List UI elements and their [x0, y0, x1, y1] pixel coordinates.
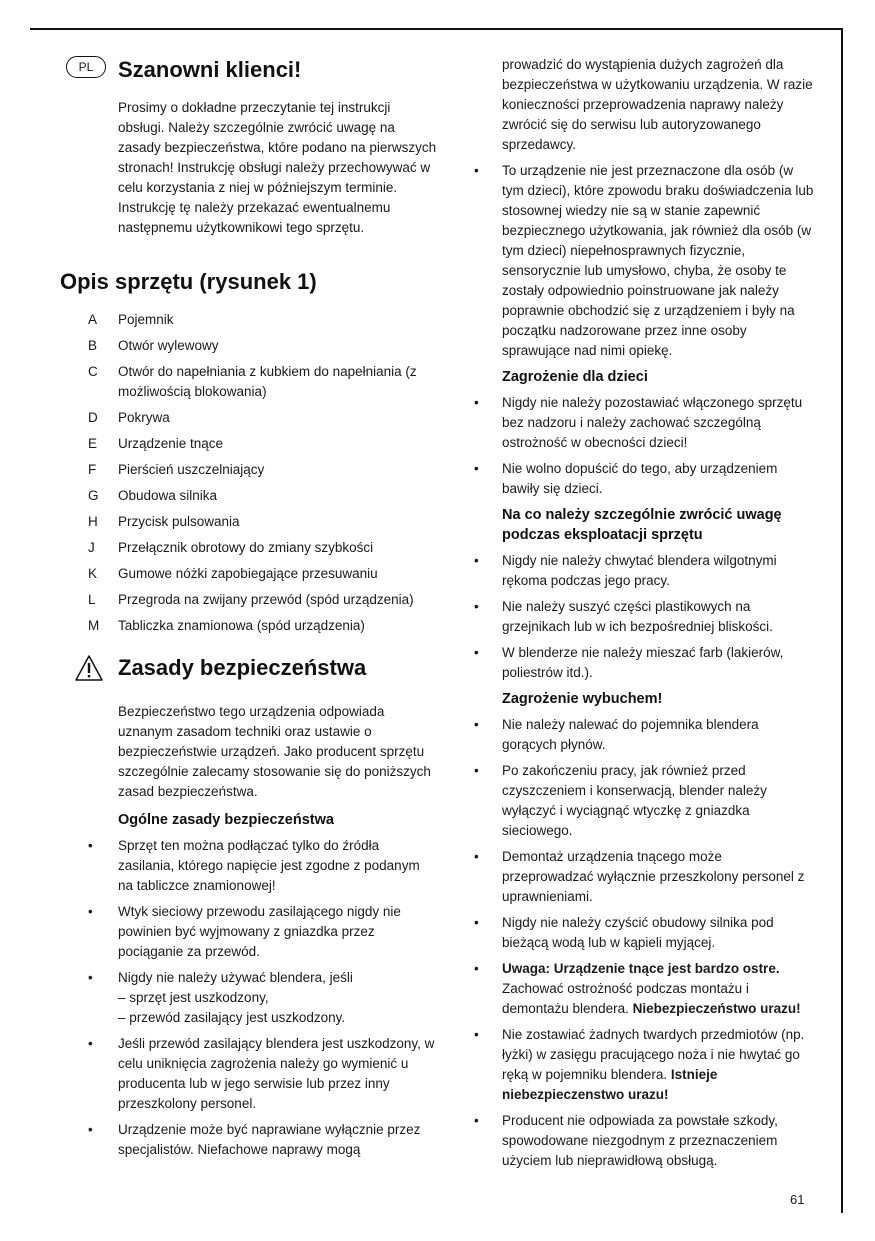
part-item: B Otwór wylewowy: [88, 338, 219, 353]
safety-header: [60, 652, 438, 688]
description-title: Opis sprzętu (rysunek 1): [60, 269, 317, 294]
list-item: • Producent nie odpowiada za powstałe szkody, spowodowane niezgodnym z przeznaczeniem użyciem lub nieprawidłową obsługą.: [474, 1113, 778, 1168]
list-item: • Nie zostawiać żadnych twardych przedmiotów (np. łyżki) w zasięgu pracującego noża i nie hwytać go ręką w pojemniku blendera. Istnieje niebezpieczenstwo urazu!: [474, 1027, 805, 1102]
part-item: M Tabliczka znamionowa (spód urządzenia): [88, 618, 365, 633]
explosion-list: [470, 715, 815, 1171]
list-item: • Nigdy nie należy chwytać blendera wilgotnymi rękoma podczas jego pracy.: [474, 553, 777, 588]
part-item: E Urządzenie tnące: [88, 436, 224, 451]
right-column: [470, 55, 815, 1177]
list-item: • Nigdy nie należy używać blendera, jeśli – sprzęt jest uszkodzony, – przewód zasilający jest uszkodzony.: [88, 970, 353, 1025]
part-item: L Przegroda na zwijany przewód (spód urządzenia): [88, 592, 414, 607]
greeting-text: Prosimy o dokładne przeczytanie tej instrukcji obsługi. Należy szczególnie zwrócić uwagę na zasady bezpieczeństwa, które podano na pierwszych stronach! Instrukcję obsługi należy przechowywać w celu korzystania z niej w późniejszym terminie. Instrukcję tę należy przekazać ewentualnemu następnemu użytkownikowi tego sprzętu.: [118, 100, 437, 235]
list-item: • Nigdy nie należy czyścić obudowy silnika pod bieżącą wodą lub w kąpieli myjącej.: [474, 915, 774, 950]
part-item: C Otwór do napełniania z kubkiem do napełniania (z możliwością blokowania): [88, 364, 417, 399]
children-list: [470, 393, 815, 499]
list-item: • Wtyk sieciowy przewodu zasilającego nigdy nie powinien być wyjmowany z gniazdka przez pociąganie za przewód.: [88, 904, 401, 959]
greeting-header: [60, 50, 438, 90]
left-column: [60, 50, 438, 1166]
operation-list: [470, 551, 815, 683]
persons-list: [470, 161, 815, 361]
list-item: • Po zakończeniu pracy, jak również przed czyszczeniem i konserwacją, blender należy wyłączyć i wyciągnąć wtyczkę z gniazdka sieciowego.: [474, 763, 767, 838]
greeting-title: Szanowni klienci!: [118, 57, 302, 82]
list-item: • Sprzęt ten można podłączać tylko do źródła zasilania, którego napięcie jest zgodne z podanym na tabliczce znamionowej!: [88, 838, 420, 893]
language-badge: PL: [66, 56, 106, 78]
part-item: A Pojemnik: [88, 312, 174, 327]
list-item: • Uwaga: Urządzenie tnące jest bardzo ostre. Zachować ostrożność podczas montażu i demontażu blendera. Niebezpieczeństwo urazu!: [474, 961, 801, 1016]
general-rules-title: Ogólne zasady bezpieczeństwa: [118, 812, 334, 828]
part-item: D Pokrywa: [88, 410, 170, 425]
children-title: Zagrożenie dla dzieci: [502, 369, 648, 385]
general-rules-list: [60, 836, 438, 1160]
part-item: K Gumowe nóżki zapobiegające przesuwaniu: [88, 566, 378, 581]
list-item: • Urządzenie może być naprawiane wyłącznie przez specjalistów. Niefachowe naprawy mogą: [88, 1122, 421, 1157]
explosion-title: Zagrożenie wybuchem!: [502, 691, 663, 707]
part-item: F Pierścień uszczelniający: [88, 462, 265, 477]
part-item: G Obudowa silnika: [88, 488, 218, 503]
top-rule: [30, 28, 843, 30]
parts-list: [60, 310, 438, 636]
list-item: • Nie wolno dopuścić do tego, aby urządzeniem bawiły się dzieci.: [474, 461, 778, 496]
repair-continued: prowadzić do wystąpienia dużych zagrożeń dla bezpieczeństwa w użytkowaniu urządzenia. W razie konieczności przeprowadzenia naprawy należy zwrócić się do serwisu lub autoryzowanego sprzedawcy.: [502, 57, 813, 152]
list-item: • Jeśli przewód zasilający blendera jest uszkodzony, w celu uniknięcia zagrożenia należy go wymienić u producenta lub w jego serwisie lub przez inny przeszkolony personel.: [88, 1036, 435, 1111]
warning-triangle-icon: [74, 654, 104, 682]
list-item: • W blenderze nie należy mieszać farb (lakierów, poliestrów itd.).: [474, 645, 784, 680]
page-number: 61: [790, 1192, 805, 1207]
right-rule: [841, 28, 843, 1213]
list-item: • Demontaż urządzenia tnącego może przeprowadzać wyłącznie przeszkolony personel z uprawnieniami.: [474, 849, 805, 904]
operation-title: Na co należy szczególnie zwrócić uwagę podczas eksploatacji sprzętu: [502, 507, 782, 543]
part-item: J Przełącznik obrotowy do zmiany szybkości: [88, 540, 374, 555]
list-item: • Nie należy suszyć części plastikowych na grzejnikach lub w ich bezpośredniej bliskości.: [474, 599, 773, 634]
safety-title: Zasady bezpieczeństwa: [118, 655, 367, 680]
list-item: • Nie należy nalewać do pojemnika blendera gorących płynów.: [474, 717, 759, 752]
list-item: • Nigdy nie należy pozostawiać włączonego sprzętu bez nadzoru i należy zachować szczególną ostrożność w obecności dzieci!: [474, 395, 803, 450]
safety-intro: Bezpieczeństwo tego urządzenia odpowiada uznanym zasadom techniki oraz ustawie o bezpieczeństwie urządzeń. Jako producent sprzętu szczególnie zalecamy stosowanie się do poniższych zasad bezpieczeństwa.: [118, 704, 431, 799]
part-item: H Przycisk pulsowania: [88, 514, 240, 529]
list-item: • To urządzenie nie jest przeznaczone dla osób (w tym dzieci), które zpowodu braku doświadczenia lub stosownej wiedzy nie są w stanie zapewnić bezpiecznego użytkowania, jak również dla osób (w tym dzieci) niepełnosprawnych fizycznie, sensorycznie lub umysłowo, chyba, że osoby te zostały odpowiednio poinstruowane jak należy poprawnie obchodzić się z urządzeniem i były na początku nadzorowane przez inne osoby sprawujące nad nimi opiekę.: [474, 163, 814, 358]
